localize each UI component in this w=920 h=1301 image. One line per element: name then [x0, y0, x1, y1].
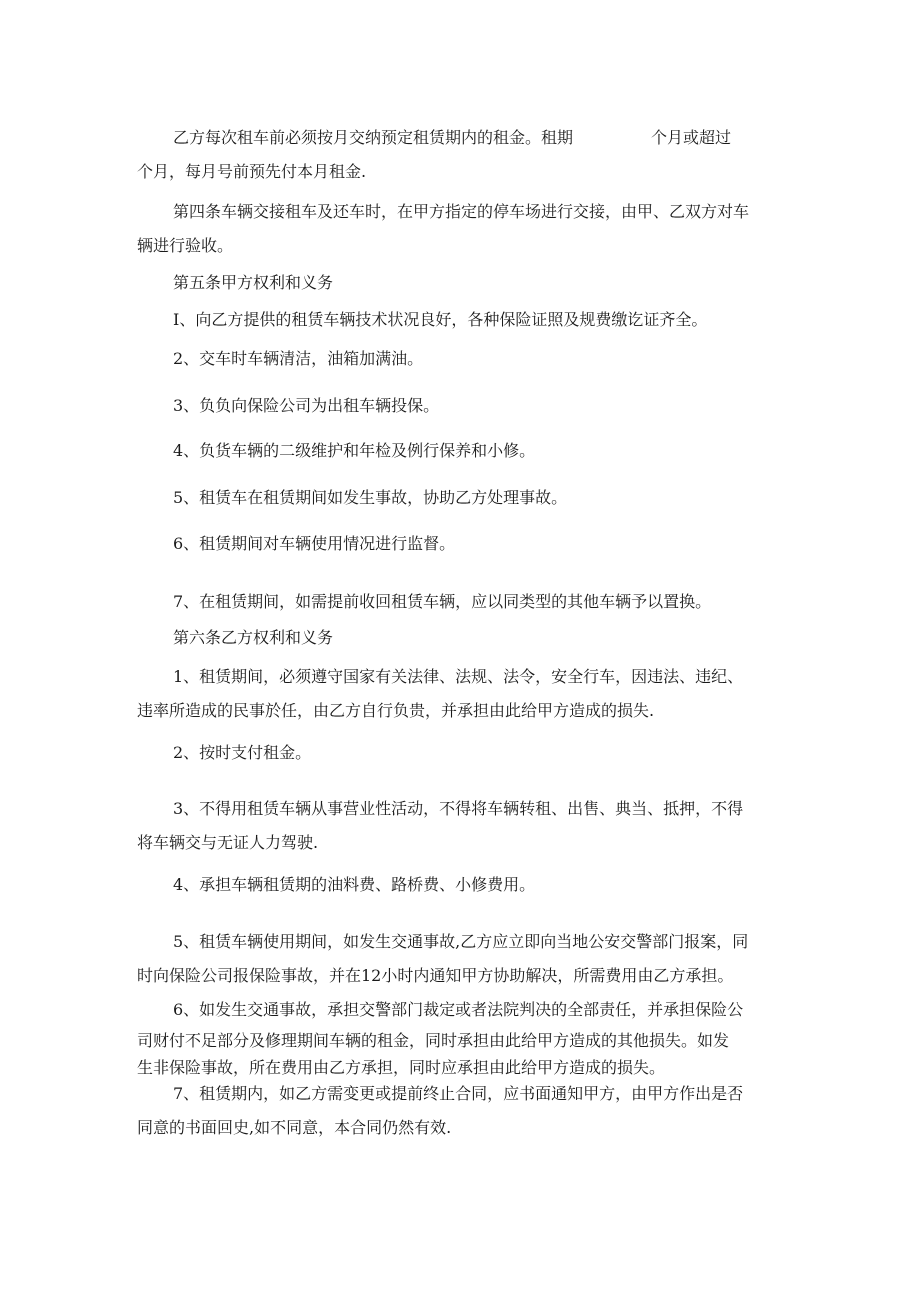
article5-item-6: 6、租赁期间对车辆使用情况进行监督。: [173, 534, 456, 553]
article5-item-5: 5、租赁车在租赁期间如发生事故，协助乙方处理事故。: [173, 488, 568, 507]
article5-item-1: I、向乙方提供的租赁车辆技术状况良好，各种保险证照及规费缴讫证齐全。: [173, 310, 708, 329]
article6-item-3: 3、不得用租赁车辆从事营业性活动，不得将车辆转租、出售、典当、抵押，不得 将车辆交与无证人力驾驶.: [137, 799, 744, 852]
article6-item-6: 6、如发生交通事故，承担交警部门裁定或者法院判决的全部责任，并承担保险公 司财付不足部分及修理期间车辆的租金，同时承担由此给甲方造成的其他损失。如发 生非保险事故，所在费用由乙方承担，同时应承担由此给甲方造成的损失。: [137, 1000, 744, 1077]
article5-item-2: 2、交车时车辆清洁，油箱加满油。: [173, 349, 424, 368]
article6-item-7: 7、租赁期内，如乙方需变更或提前终止合同，应书面通知甲方，由甲方作出是否 同意的书面回史,如不同意，本合同仍然有效.: [137, 1084, 744, 1137]
article5-item-7: 7、在租赁期间，如需提前收回租赁车辆，应以同类型的其他车辆予以置换。: [173, 592, 712, 611]
article4-paragraph: [137, 195, 782, 263]
article5-heading: 第五条甲方权利和义务: [173, 273, 334, 292]
article6-item-1: 1、租赁期间，必须遵守国家有关法律、法规、法令，安全行车，因违法、违纪、 违率所造成的民事於任，由乙方自行负贵，并承担由此给甲方造成的损失.: [137, 667, 744, 720]
article4-line2: 辆进行验收。: [137, 236, 234, 255]
rent-payment-line2: 个月，每月号前预先付本月租金.: [137, 162, 367, 181]
article5-item-4: 4、负货车辆的二级维护和年检及例行保养和小修。: [173, 441, 536, 460]
article5-item-3: 3、负负向保险公司为出租车辆投保。: [173, 396, 440, 415]
article6-item-4: 4、承担车辆租赁期的油料费、路桥费、小修费用。: [173, 875, 536, 894]
article6-item-5: 5、租赁车辆使用期间，如发生交通事故,乙方应立即向当地公安交警部门报案，同 时向保险公司报保险事故，并在12小时内通知甲方协助解决，所需费用由乙方承担。: [137, 932, 749, 985]
article4-line1: 第四条车辆交接租车及还车时，在甲方指定的停车场进行交接，由甲、乙双方对车: [173, 202, 750, 221]
article6-item-2: 2、按时支付租金。: [173, 743, 312, 762]
rent-payment-line1-a: 乙方每次租车前必须按月交纳预定租赁期内的租金。租期: [173, 128, 574, 147]
rent-payment-line1-b: 个月或超过: [651, 128, 732, 147]
article6-heading: 第六条乙方权利和义务: [173, 628, 334, 647]
rent-payment-paragraph: [137, 121, 782, 189]
